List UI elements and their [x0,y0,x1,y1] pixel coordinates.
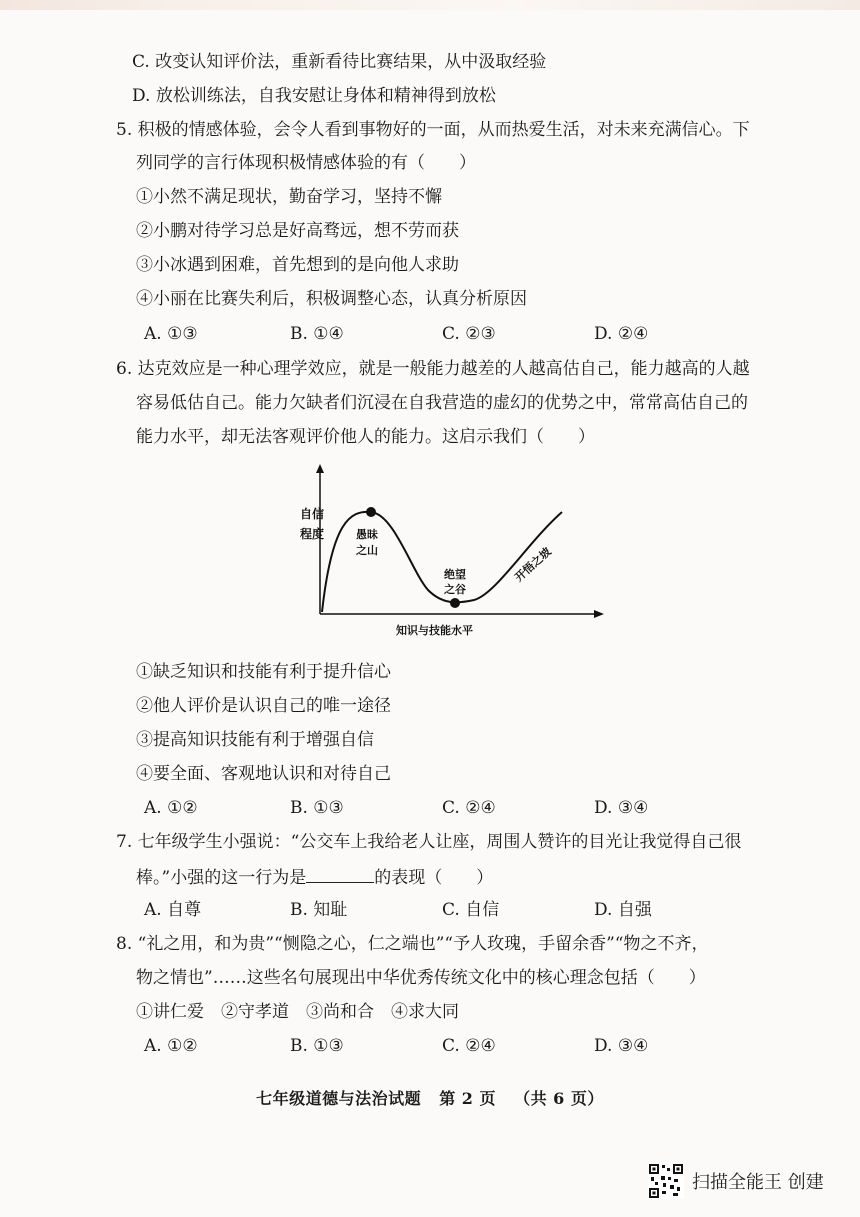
valley-label-line1: 绝望 [444,568,466,581]
x-axis-label: 知识与技能水平 [396,624,473,637]
q7-stem-line1: 7. 七年级学生小强说：“公交车上我给老人让座，周围人赞许的目光让我觉得自己很 [116,832,742,852]
q6-option-c: C. ②④ [442,798,496,818]
q4-option-d: D. 放松训练法，自我安慰让身体和精神得到放松 [132,86,496,106]
qr-code-icon [648,1163,684,1199]
dunning-kruger-chart [296,462,616,642]
peak-label-line1: 愚昧 [356,528,378,541]
q6-item-1: ①缺乏知识和技能有利于提升信心 [136,662,391,682]
q7-option-b: B. 知耻 [290,900,348,920]
q6-item-3: ③提高知识技能有利于增强自信 [136,730,374,750]
q6-item-4: ④要全面、客观地认识和对待自己 [136,764,391,784]
q7-option-d: D. 自强 [594,900,652,920]
watermark-text: 扫描全能王 创建 [692,1172,824,1193]
q6-stem-line1: 6. 达克效应是一种心理学效应，就是一般能力越差的人越高估自己，能力越高的人越 [116,359,750,379]
q7-stem-line2 [136,864,493,890]
q6-option-a: A. ①② [144,798,198,818]
footer-page: 第 2 页 [439,1089,496,1108]
q8-stem-line1: 8. “礼之用，和为贵”“恻隐之心，仁之端也”“予人玫瑰，手留余香”“物之不齐， [116,934,709,954]
q5-item-2: ②小鹏对待学习总是好高骛远，想不劳而获 [136,221,459,241]
q8-items: ①讲仁爱 ②守孝道 ③尚和合 ④求大同 [136,1002,459,1022]
q5-stem-line2: 列同学的言行体现积极情感体验的有（ ） [136,153,476,173]
footer-title: 七年级道德与法治试题 [256,1089,422,1108]
page-footer [0,1086,860,1109]
q5-item-3: ③小冰遇到困难，首先想到的是向他人求助 [136,255,459,275]
q7-stem-post: 的表现（ ） [374,868,494,888]
slope-label: 开悟之坡 [512,545,554,585]
q6-stem-line2: 容易低估自己。能力欠缺者们沉浸在自我营造的虚幻的优势之中，常常高估自己的 [136,393,748,413]
y-axis-arrow [316,464,324,473]
q7-option-c: C. 自信 [442,900,500,920]
peak-label-line2: 之山 [356,544,378,557]
q8-stem-line2: 物之情也”……这些名句展现出中华优秀传统文化中的核心理念包括（ ） [136,968,706,988]
q6-item-2: ②他人评价是认识自己的唯一途径 [136,696,391,716]
q7-answer-blank [306,864,374,883]
footer-total: （共 6 页） [514,1089,604,1108]
q5-option-a: A. ①③ [144,324,198,344]
q7-option-a: A. 自尊 [144,900,202,920]
x-axis-arrow [594,610,604,618]
y-axis-label-line2: 程度 [300,527,325,541]
q5-option-c: C. ②③ [442,324,496,344]
q8-option-b: B. ①③ [290,1036,344,1056]
q8-option-d: D. ③④ [594,1036,649,1056]
y-axis-label-line1: 自信 [300,507,325,521]
valley-label-line2: 之谷 [444,583,466,596]
q8-option-c: C. ②④ [442,1036,496,1056]
peak-point [366,507,376,517]
q5-item-4: ④小丽在比赛失利后，积极调整心态，认真分析原因 [136,289,527,309]
q6-stem-line3: 能力水平，却无法客观评价他人的能力。这启示我们（ ） [136,427,595,447]
q7-stem-pre: 棒。”小强的这一行为是 [136,868,307,888]
q4-option-c: C. 改变认知评价法，重新看待比赛结果，从中汲取经验 [132,52,547,72]
q5-option-d: D. ②④ [594,324,649,344]
q8-option-a: A. ①② [144,1036,198,1056]
valley-point [450,598,460,608]
scanner-watermark [648,1163,824,1199]
q5-stem-line1: 5. 积极的情感体验，会令人看到事物好的一面，从而热爱生活，对未来充满信心。下 [116,120,750,140]
scan-top-edge [0,0,860,10]
q6-option-b: B. ①③ [290,798,344,818]
q6-option-d: D. ③④ [594,798,649,818]
q5-item-1: ①小然不满足现状，勤奋学习，坚持不懈 [136,187,442,207]
q5-option-b: B. ①④ [290,324,344,344]
